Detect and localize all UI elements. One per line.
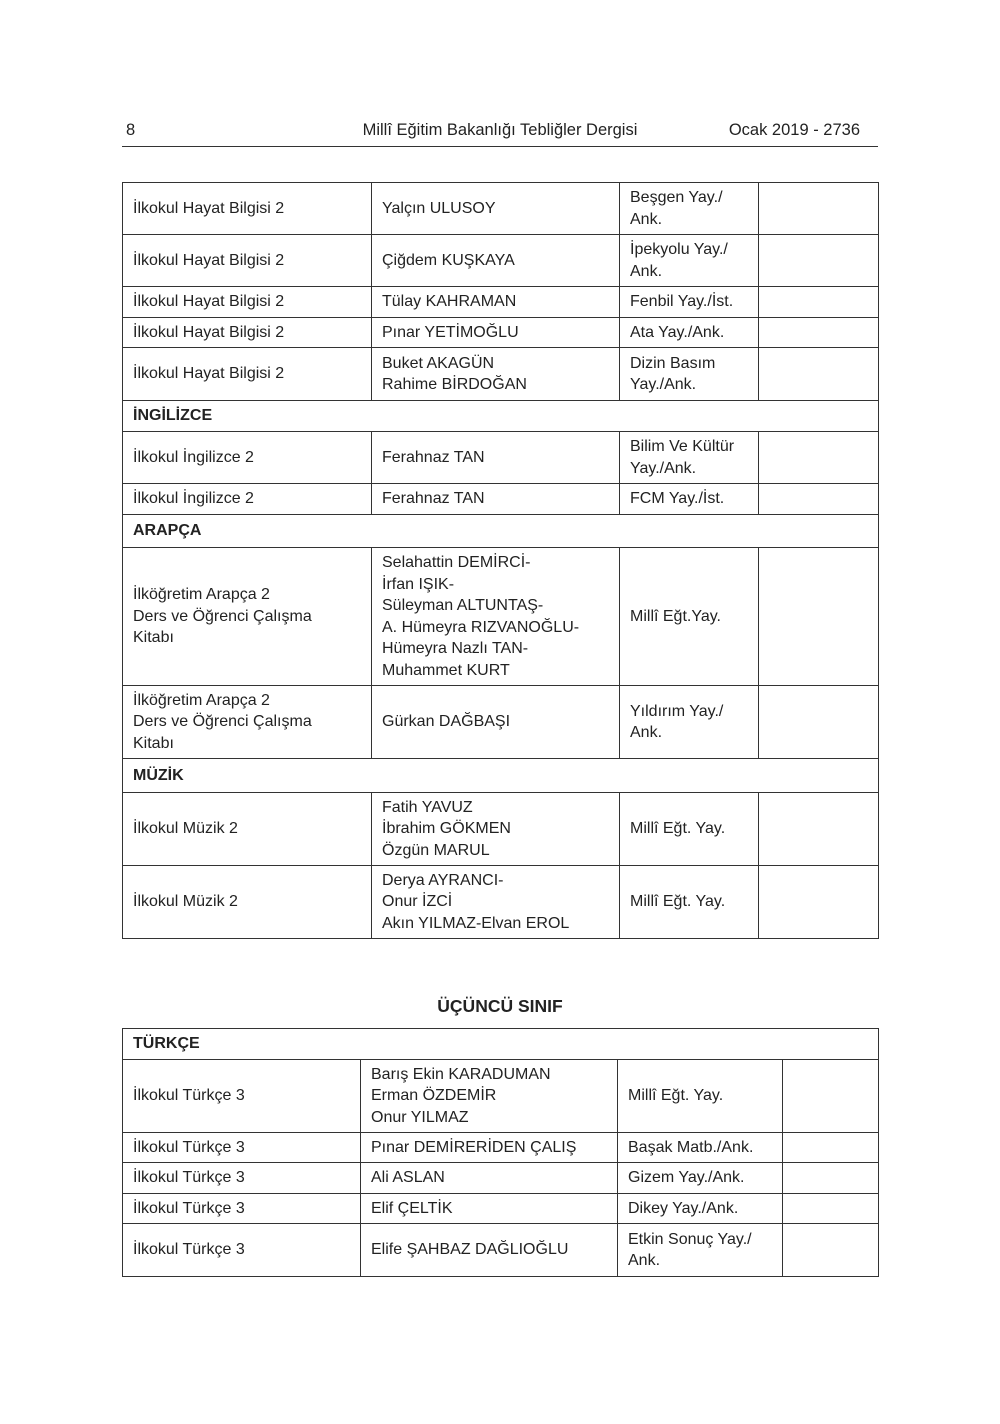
publisher: Millî Eğt. Yay.: [620, 793, 759, 866]
table-row: [123, 548, 879, 686]
table-row: [123, 287, 879, 318]
book-title: İlkokul İngilizce 2: [123, 432, 372, 484]
authors: Çiğdem KUŞKAYA: [372, 235, 620, 287]
table-row: [123, 1163, 879, 1194]
book-title: İlkokul İngilizce 2: [123, 484, 372, 515]
section-title: MÜZİK: [123, 759, 879, 793]
book-title: İlkokul Türkçe 3: [123, 1060, 361, 1133]
empty-cell: [783, 1133, 879, 1163]
journal-title: Millî Eğitim Bakanlığı Tebliğler Dergisi: [362, 121, 638, 139]
authors: Ali ASLAN: [361, 1163, 618, 1194]
authors: Fatih YAVUZ İbrahim GÖKMEN Özgün MARUL: [372, 793, 620, 866]
book-title: İlkokul Türkçe 3: [123, 1163, 361, 1194]
book-title: İlkokul Türkçe 3: [123, 1194, 361, 1224]
authors: Ferahnaz TAN: [372, 432, 620, 484]
authors: Barış Ekin KARADUMAN Erman ÖZDEMİR Onur YILMAZ: [361, 1060, 618, 1133]
empty-cell: [783, 1224, 879, 1277]
publisher: Dizin Basım Yay./Ank.: [620, 348, 759, 401]
publisher: Etkin Sonuç Yay./ Ank.: [618, 1224, 783, 1277]
publisher: Bilim Ve Kültür Yay./Ank.: [620, 432, 759, 484]
empty-cell: [783, 1194, 879, 1224]
section-row: [123, 515, 879, 548]
authors: Ferahnaz TAN: [372, 484, 620, 515]
empty-cell: [783, 1163, 879, 1194]
table-row: [123, 432, 879, 484]
authors: Derya AYRANCI- Onur İZCİ Akın YILMAZ-Elvan EROL: [372, 866, 620, 939]
book-title: İlkokul Hayat Bilgisi 2: [123, 348, 372, 401]
book-title: İlkokul Hayat Bilgisi 2: [123, 318, 372, 348]
authors: Pınar YETİMOĞLU: [372, 318, 620, 348]
table-row: [123, 1060, 879, 1133]
publisher: Millî Eğt. Yay.: [620, 866, 759, 939]
section-row: [123, 759, 879, 793]
table-row: [123, 235, 879, 287]
publisher: Ata Yay./Ank.: [620, 318, 759, 348]
authors: Pınar DEMİRERİDEN ÇALIŞ: [361, 1133, 618, 1163]
publisher: FCM Yay./İst.: [620, 484, 759, 515]
issue-label: Ocak 2019 - 2736: [728, 121, 860, 139]
publisher: Dikey Yay./Ank.: [618, 1194, 783, 1224]
book-title: İlkokul Müzik 2: [123, 793, 372, 866]
empty-cell: [759, 793, 879, 866]
empty-cell: [759, 235, 879, 287]
book-title: İlkokul Türkçe 3: [123, 1133, 361, 1163]
authors: Gürkan DAĞBAŞI: [372, 686, 620, 759]
publisher: Millî Eğt. Yay.: [618, 1060, 783, 1133]
table-row: [123, 1133, 879, 1163]
third-grade-books-table: [122, 1028, 879, 1277]
empty-cell: [759, 318, 879, 348]
table-row: [123, 318, 879, 348]
book-title: İlköğretim Arapça 2 Ders ve Öğrenci Çalışma Kitabı: [123, 686, 372, 759]
book-title: İlkokul Hayat Bilgisi 2: [123, 183, 372, 235]
publisher: İpekyolu Yay./ Ank.: [620, 235, 759, 287]
page-header: [122, 119, 878, 147]
empty-cell: [759, 348, 879, 401]
authors: Elif ÇELTİK: [361, 1194, 618, 1224]
empty-cell: [759, 686, 879, 759]
empty-cell: [783, 1060, 879, 1133]
authors: Elife ŞAHBAZ DAĞLIOĞLU: [361, 1224, 618, 1277]
empty-cell: [759, 484, 879, 515]
empty-cell: [759, 866, 879, 939]
empty-cell: [759, 287, 879, 318]
table-row: [123, 484, 879, 515]
section-title: ARAPÇA: [123, 515, 879, 548]
book-title: İlkokul Türkçe 3: [123, 1224, 361, 1277]
table-row: [123, 866, 879, 939]
grade-heading: ÜÇÜNCÜ SINIF: [437, 996, 563, 1016]
publisher: Millî Eğt.Yay.: [620, 548, 759, 686]
table-row: [123, 348, 879, 401]
empty-cell: [759, 183, 879, 235]
publisher: Başak Matb./Ank.: [618, 1133, 783, 1163]
section-row: [123, 401, 879, 432]
empty-cell: [759, 432, 879, 484]
section-row: [123, 1029, 879, 1060]
table-row: [123, 1194, 879, 1224]
publisher: Gizem Yay./Ank.: [618, 1163, 783, 1194]
authors: Selahattin DEMİRCİ- İrfan IŞIK- Süleyman ALTUNTAŞ- A. Hümeyra RIZVANOĞLU- Hümeyra Nazlı TAN- Muhammet KURT: [372, 548, 620, 686]
publisher: Yıldırım Yay./ Ank.: [620, 686, 759, 759]
publisher: Fenbil Yay./İst.: [620, 287, 759, 318]
book-title: İlkokul Hayat Bilgisi 2: [123, 287, 372, 318]
authors: Buket AKAGÜN Rahime BİRDOĞAN: [372, 348, 620, 401]
publisher: Beşgen Yay./ Ank.: [620, 183, 759, 235]
table-row: [123, 183, 879, 235]
empty-cell: [759, 548, 879, 686]
table-row: [123, 1224, 879, 1277]
book-title: İlkokul Müzik 2: [123, 866, 372, 939]
section-title: TÜRKÇE: [123, 1029, 879, 1060]
table-row: [123, 793, 879, 866]
authors: Yalçın ULUSOY: [372, 183, 620, 235]
second-grade-books-table: [122, 182, 879, 939]
authors: Tülay KAHRAMAN: [372, 287, 620, 318]
section-title: İNGİLİZCE: [123, 401, 879, 432]
page-number: 8: [126, 121, 136, 139]
book-title: İlkokul Hayat Bilgisi 2: [123, 235, 372, 287]
table-row: [123, 686, 879, 759]
book-title: İlköğretim Arapça 2 Ders ve Öğrenci Çalışma Kitabı: [123, 548, 372, 686]
